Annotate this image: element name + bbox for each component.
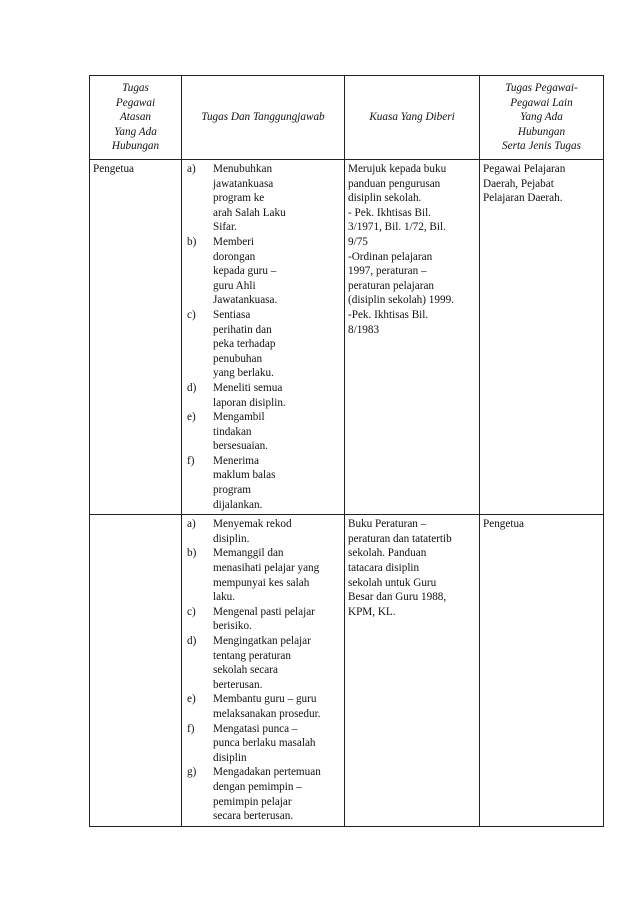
duty-item bbox=[185, 235, 341, 308]
cell-line: 9/75 bbox=[348, 235, 368, 248]
officer-cell: Pengetua bbox=[90, 160, 182, 515]
header-line: Serta Jenis Tugas bbox=[502, 140, 581, 153]
duties-list bbox=[185, 162, 341, 512]
header-line: Pegawai bbox=[115, 96, 156, 109]
duty-line: disiplin bbox=[213, 751, 247, 764]
duty-line: berisiko. bbox=[213, 620, 252, 633]
duty-text bbox=[213, 692, 341, 721]
duty-item bbox=[185, 381, 341, 410]
duty-line: dijalankan. bbox=[213, 498, 263, 511]
duty-line: dorongan bbox=[213, 250, 256, 263]
duty-line: peka terhadap bbox=[213, 338, 276, 351]
duty-line: Mengingatkan pelajar bbox=[213, 635, 311, 647]
header-line: Tugas Pegawai- bbox=[505, 82, 578, 95]
duty-marker: e) bbox=[187, 411, 196, 424]
duty-item bbox=[185, 765, 341, 823]
cell-line: -Pek. Ikhtisas Bil. bbox=[348, 308, 429, 321]
duty-line: program bbox=[213, 484, 251, 497]
duty-line: tindakan bbox=[213, 425, 252, 438]
duty-text bbox=[213, 162, 341, 235]
cell-line: Pegawai Pelajaran bbox=[483, 163, 566, 175]
duty-line: Menerima bbox=[213, 454, 259, 467]
cell-line: panduan pengurusan bbox=[348, 177, 441, 190]
duty-line: maklum balas bbox=[213, 469, 276, 482]
duty-item bbox=[185, 605, 341, 634]
header-line: Hubungan bbox=[517, 125, 566, 138]
cell-line: KPM, KL. bbox=[348, 605, 396, 618]
duty-line: Mengatasi punca – bbox=[213, 722, 298, 735]
duty-item bbox=[185, 546, 341, 604]
duty-line: Mengambil bbox=[213, 411, 265, 424]
duty-marker: d) bbox=[187, 635, 197, 647]
related-officers-cell bbox=[480, 160, 604, 515]
duty-line: Mengadakan pertemuan bbox=[213, 766, 321, 779]
header-line: Yang Ada bbox=[114, 125, 157, 138]
duty-line: Membantu guru – guru bbox=[213, 693, 317, 706]
duty-line: pemimpin pelajar bbox=[213, 795, 292, 808]
duty-marker: a) bbox=[187, 518, 196, 531]
header-related-officers bbox=[480, 76, 604, 160]
cell-line: peraturan pelajaran bbox=[348, 279, 435, 292]
duty-line: arah Salah Laku bbox=[213, 206, 286, 219]
duty-item bbox=[185, 634, 341, 692]
header-officer bbox=[90, 76, 182, 160]
duty-marker: c) bbox=[187, 308, 196, 321]
cell-line: sekolah untuk Guru bbox=[348, 576, 437, 589]
duty-text bbox=[213, 634, 341, 692]
duty-marker: b) bbox=[187, 547, 197, 560]
cell-line: 8/1983 bbox=[348, 323, 380, 336]
duty-line: Jawatankuasa. bbox=[213, 294, 278, 307]
duty-line: jawatankuasa bbox=[213, 177, 274, 190]
officer-cell bbox=[90, 515, 182, 826]
duty-item bbox=[185, 517, 341, 546]
duty-line: secara berterusan. bbox=[213, 810, 294, 823]
duty-line: sekolah secara bbox=[213, 664, 278, 677]
duty-item bbox=[185, 162, 341, 235]
duty-marker: f) bbox=[187, 454, 195, 467]
cell-line: sekolah. Panduan bbox=[348, 547, 427, 560]
duty-text bbox=[213, 546, 341, 604]
duty-text bbox=[213, 381, 341, 410]
duty-marker: g) bbox=[187, 766, 197, 779]
duties-cell bbox=[182, 515, 345, 826]
table-row bbox=[90, 160, 604, 515]
cell-line: Besar dan Guru 1988, bbox=[348, 591, 447, 604]
duty-line: Meneliti semua bbox=[213, 381, 283, 394]
duty-marker: a) bbox=[187, 163, 196, 175]
cell-line: Pengetua bbox=[483, 518, 525, 531]
duty-line: tentang peraturan bbox=[213, 649, 291, 662]
cell-line: 1997, peraturan – bbox=[348, 265, 427, 278]
related-officers-cell bbox=[480, 515, 604, 826]
authority-cell bbox=[345, 515, 480, 826]
duty-marker: d) bbox=[187, 381, 197, 394]
duty-line: Memberi bbox=[213, 235, 255, 248]
duty-line: yang berlaku. bbox=[213, 367, 274, 380]
duty-line: Mengenal pasti pelajar bbox=[213, 605, 315, 618]
cell-line: tatacara disiplin bbox=[348, 562, 420, 575]
duty-marker: b) bbox=[187, 235, 197, 248]
duty-item bbox=[185, 454, 341, 512]
duty-marker: c) bbox=[187, 605, 196, 618]
authority-cell bbox=[345, 160, 480, 515]
header-row bbox=[90, 76, 604, 160]
duty-line: berterusan. bbox=[213, 678, 263, 691]
duty-line: bersesuaian. bbox=[213, 440, 268, 453]
duty-line: melaksanakan prosedur. bbox=[213, 707, 321, 720]
duty-marker: e) bbox=[187, 693, 196, 706]
duty-line: perihatin dan bbox=[213, 323, 272, 336]
duty-text bbox=[213, 235, 341, 308]
table-row bbox=[90, 515, 604, 826]
duty-text bbox=[213, 454, 341, 512]
cell-line: Daerah, Pejabat bbox=[483, 177, 554, 190]
header-line: Pegawai Lain bbox=[510, 96, 573, 109]
duty-item bbox=[185, 692, 341, 721]
header-line: Hubungan bbox=[111, 140, 160, 153]
cell-line: 3/1971, Bil. 1/72, Bil. bbox=[348, 221, 446, 234]
duty-line: program ke bbox=[213, 192, 265, 205]
duty-line: guru Ahli bbox=[213, 279, 256, 292]
duty-line: Menyemak rekod bbox=[213, 518, 292, 531]
header-line: Tugas bbox=[122, 82, 149, 95]
header-line: Yang Ada bbox=[520, 111, 563, 124]
duty-line: punca berlaku masalah bbox=[213, 737, 316, 750]
duty-line: mempunyai kes salah bbox=[213, 576, 310, 589]
cell-line: Buku Peraturan – bbox=[348, 518, 427, 531]
duty-line: menasihati pelajar yang bbox=[213, 562, 320, 575]
duty-line: laku. bbox=[213, 591, 236, 604]
header-duties: Tugas Dan Tanggungjawab bbox=[182, 76, 345, 160]
duty-item bbox=[185, 308, 341, 381]
cell-line: Pelajaran Daerah. bbox=[483, 192, 563, 205]
duty-line: Sentiasa bbox=[213, 308, 251, 321]
duty-line: laporan disiplin. bbox=[213, 396, 286, 409]
duty-line: Memanggil dan bbox=[213, 547, 284, 560]
duty-item bbox=[185, 722, 341, 766]
duty-line: kepada guru – bbox=[213, 265, 277, 278]
duties-list bbox=[185, 517, 341, 823]
duty-line: penubuhan bbox=[213, 352, 263, 365]
duties-cell bbox=[182, 160, 345, 515]
duty-line: dengan pemimpin – bbox=[213, 780, 302, 793]
cell-line: -Ordinan pelajaran bbox=[348, 250, 433, 263]
duty-line: Menubuhkan bbox=[213, 163, 273, 175]
cell-line: - Pek. Ikhtisas Bil. bbox=[348, 206, 431, 219]
duty-marker: f) bbox=[187, 722, 195, 735]
duty-text bbox=[213, 308, 341, 381]
discipline-duties-table bbox=[89, 75, 604, 827]
duty-text bbox=[213, 410, 341, 454]
cell-line: Merujuk kepada buku bbox=[348, 163, 447, 175]
cell-line: (disiplin sekolah) 1999. bbox=[348, 294, 454, 307]
cell-line: disiplin sekolah. bbox=[348, 192, 422, 205]
header-authority: Kuasa Yang Diberi bbox=[345, 76, 480, 160]
duty-text bbox=[213, 605, 341, 634]
duty-line: Sifar. bbox=[213, 221, 237, 234]
duty-text bbox=[213, 722, 341, 766]
duty-text bbox=[213, 765, 341, 823]
duty-item bbox=[185, 410, 341, 454]
cell-line: peraturan dan tatatertib bbox=[348, 532, 452, 545]
duty-text bbox=[213, 517, 341, 546]
header-line: Atasan bbox=[119, 111, 152, 124]
duty-line: disiplin. bbox=[213, 532, 250, 545]
